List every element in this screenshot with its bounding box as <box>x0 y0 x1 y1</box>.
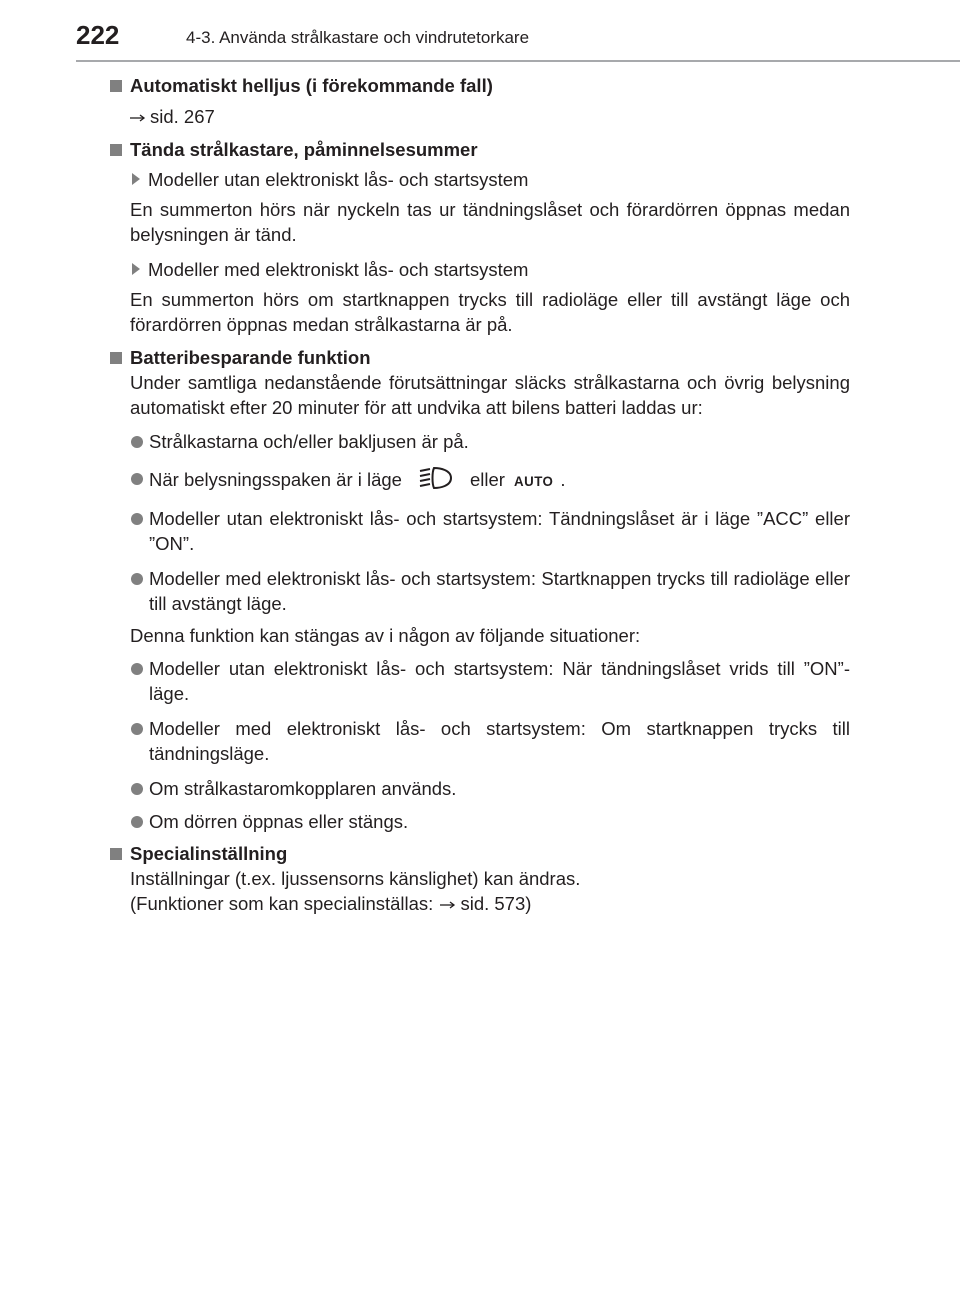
right-arrow-icon <box>440 891 460 916</box>
list-item-text: Om dörren öppnas eller stängs. <box>149 811 409 832</box>
paragraph-with-reference <box>130 891 850 916</box>
list-item-text: Modeller med elektroniskt lås- och startsystem: Startknappen trycks till radioläge eller till avstängt läge. <box>149 568 850 614</box>
list-item <box>130 716 850 766</box>
triangle-bullet-icon <box>132 173 140 185</box>
section-heading-battery-saver: Batteribesparande funktion <box>110 345 850 370</box>
list-item <box>130 809 850 834</box>
round-bullet-icon <box>131 513 143 525</box>
chapter-title: 4-3. Använda strålkastare och vindrutetorkare <box>186 28 530 47</box>
section-heading-buzzer: Tända strålkastare, påminnelsesummer <box>110 137 850 162</box>
page-content <box>110 73 850 916</box>
list-item <box>130 776 850 801</box>
list-item-text: Om strålkastaromkopplaren används. <box>149 778 457 799</box>
paragraph: Inställningar (t.ex. ljussensorns känslighet) kan ändras. <box>130 868 581 889</box>
list-item-text: . <box>560 468 566 490</box>
list-item-text: Modeller utan elektroniskt lås- och startsystem: Tändningslåset är i läge ”ACC” eller ”ON”. <box>149 508 850 554</box>
section-heading-customization: Specialinställning <box>110 841 850 866</box>
list-item-text: eller <box>469 468 505 490</box>
list-item <box>130 466 850 496</box>
paragraph: En summerton hörs om startknappen trycks till radioläge eller till avstängt läge och förardörren öppnas medan strålkastarna är på. <box>130 289 850 335</box>
round-bullet-icon <box>131 573 143 585</box>
model-heading-with-smart-key <box>130 257 850 282</box>
list-item-text: Modeller med elektroniskt lås- och startsystem: Om startknappen trycks till tändningsläge. <box>149 718 850 764</box>
round-bullet-icon <box>131 723 143 735</box>
page-reference-text: sid. 267 <box>150 106 215 127</box>
headlight-icon <box>418 466 454 496</box>
right-arrow-icon <box>130 104 150 129</box>
list-item-text: Modeller utan elektroniskt lås- och startsystem: När tändningslåset vrids till ”ON”-läge. <box>149 658 850 704</box>
triangle-bullet-icon <box>132 263 140 275</box>
round-bullet-icon <box>131 816 143 828</box>
list-item-text: När belysningsspaken är i läge <box>149 468 402 490</box>
paragraph-text: (Funktioner som kan specialinställas: <box>130 893 434 914</box>
model-heading-text: Modeller med elektroniskt lås- och startsystem <box>148 259 529 280</box>
list-item-text: Strålkastarna och/eller bakljusen är på. <box>149 431 469 452</box>
paragraph: En summerton hörs när nyckeln tas ur tändningslåset och förardörren öppnas medan belysningen är tänd. <box>130 199 850 245</box>
round-bullet-icon <box>131 663 143 675</box>
list-item <box>130 506 850 556</box>
round-bullet-icon <box>131 783 143 795</box>
page-header <box>0 0 960 62</box>
paragraph: Denna funktion kan stängas av i någon av följande situationer: <box>130 625 641 646</box>
page-reference-text: sid. 573) <box>460 893 532 914</box>
list-item <box>130 656 850 706</box>
auto-mode-label: AUTO <box>513 472 554 489</box>
header-rule <box>76 60 960 62</box>
list-item <box>130 566 850 616</box>
page-number: 222 <box>76 20 120 50</box>
section-heading-auto-high-beam: Automatiskt helljus (i förekommande fall) <box>110 73 850 98</box>
page-reference <box>130 104 850 129</box>
model-heading-text: Modeller utan elektroniskt lås- och startsystem <box>148 169 529 190</box>
model-heading-without-smart-key <box>130 167 850 192</box>
round-bullet-icon <box>131 436 143 448</box>
round-bullet-icon <box>131 473 143 485</box>
paragraph: Under samtliga nedanstående förutsättningar släcks strålkastarna och övrig belysning automatiskt efter 20 minuter för att undvika att bilens batteri laddas ur: <box>130 372 850 418</box>
list-item <box>130 429 850 454</box>
